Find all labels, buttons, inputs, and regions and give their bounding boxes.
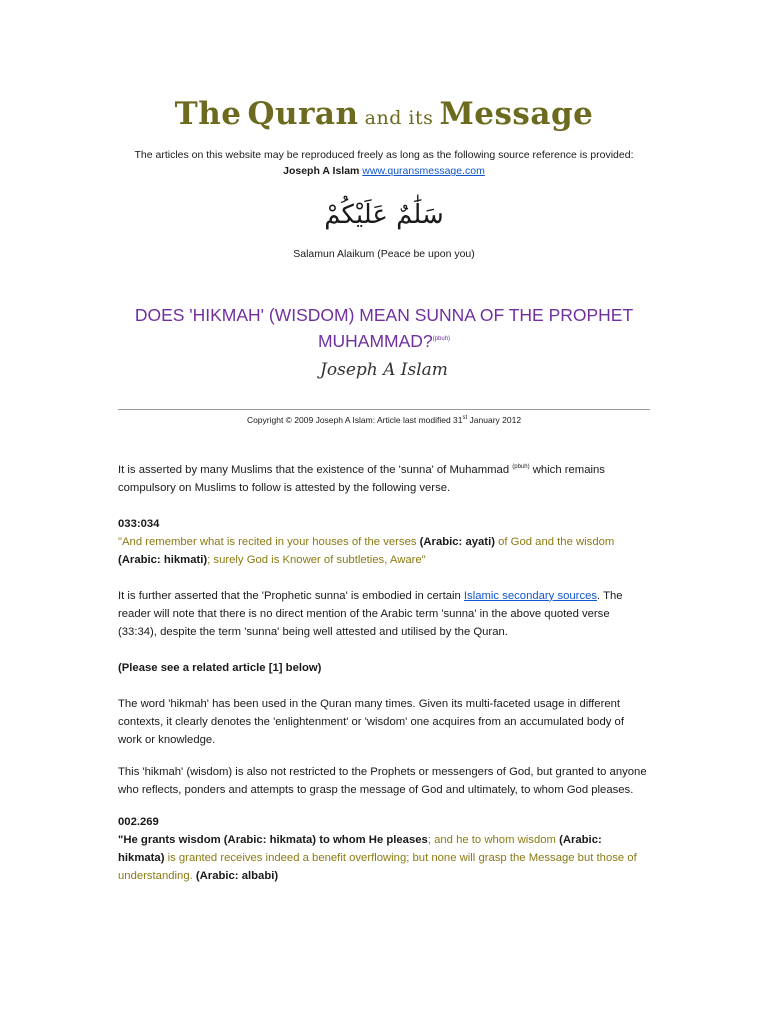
verse-2-part-b: ; and he to whom wisdom — [427, 833, 560, 846]
paragraph-5: This 'hikmah' (wisdom) is also not restricted to the Prophets or messengers of God, but granted to anyone who reflects, ponders and attempts to grasp the message of God and ultimately, to whom God pleases. — [118, 765, 647, 796]
verse-1-arabic-ayati: (Arabic: ayati) — [419, 535, 495, 548]
article-title — [120, 303, 648, 353]
verse-2-part-d: is granted receives indeed a benefit overflowing; but none will grasp the Message but those of understanding. — [118, 851, 637, 882]
title-pbuh-superscript: (pbuh) — [432, 336, 451, 342]
horizontal-rule — [118, 409, 650, 410]
notice-text: The articles on this website may be reproduced freely as long as the following source reference is provided: — [134, 149, 634, 161]
article-title-text: DOES 'HIKMAH' (WISDOM) MEAN SUNNA OF THE PROPHET MUHAMMAD? — [134, 305, 634, 351]
website-link[interactable]: www.quransmessage.com — [362, 165, 485, 177]
related-article-note: (Please see a related article [1] below) — [118, 661, 322, 674]
author-signature: Joseph A Islam — [320, 360, 448, 380]
paragraph-4: The word 'hikmah' has been used in the Quran many times. Given its multi-faceted usage in different contexts, it clearly denotes the 'enlightenment' or 'wisdom' one acquires from an accumulated body of work or knowledge. — [118, 697, 624, 746]
verse-2-arabic-hikmata: (Arabic: hikmata) — [118, 833, 602, 864]
verse-1-part-c: of God and the wisdom — [494, 535, 615, 548]
paragraph-2 — [118, 587, 650, 641]
verse-ref-033-034: 033:034 — [118, 517, 160, 530]
verse-1-part-a: "And remember what is recited in your houses of the verses — [118, 535, 420, 548]
paragraph-2-text-b: . The reader will note that there is no direct mention of the Arabic term 'sunna' in the above quoted verse (33:34), despite the term 'sunna' being well attested and utilised by the Quran. — [118, 589, 623, 638]
paragraph-2-text-a: It is further asserted that the 'Prophetic sunna' is embodied in certain — [118, 589, 464, 602]
copyright-text: Copyright © 2009 Joseph A Islam: Article last modified 31 — [246, 415, 463, 425]
copyright-date: January 2012 — [467, 415, 522, 425]
salutation-translation: Salamun Alaikum (Peace be upon you) — [293, 248, 475, 260]
masthead-word-message: Message — [439, 96, 594, 132]
article-body — [118, 458, 650, 885]
verse-ref-002-269: 002.269 — [118, 815, 159, 828]
masthead-word-quran: Quran — [247, 96, 359, 132]
verse-2-arabic-albabi: (Arabic: albabi) — [195, 869, 279, 882]
notice-author: Joseph A Islam — [283, 165, 360, 177]
masthead-word-the: The — [174, 96, 242, 132]
paragraph-1 — [118, 458, 650, 497]
verse-2-part-a: "He grants wisdom (Arabic: hikmata) to whom He pleases — [118, 833, 428, 846]
paragraph-1-pbuh: (pbuh) — [512, 464, 530, 470]
verse-1-part-e: ; surely God is Knower of subtleties, Aware" — [207, 553, 426, 566]
verse-1-arabic-hikmati: (Arabic: hikmati) — [118, 553, 208, 566]
verse-002-269 — [118, 831, 650, 885]
site-masthead — [0, 96, 768, 132]
arabic-salutation: سَلَٰمٌ عَلَيْكُمْ — [324, 200, 444, 230]
islamic-secondary-sources-link[interactable]: Islamic secondary sources — [463, 589, 598, 602]
paragraph-1-text-a: It is asserted by many Muslims that the existence of the 'sunna' of Muhammad — [118, 463, 513, 476]
verse-033-034 — [118, 533, 650, 569]
paragraph-1-text-b: which remains compulsory on Muslims to follow is attested by the following verse. — [118, 463, 605, 494]
copyright-line — [0, 415, 768, 425]
copyright-ordinal: st — [462, 415, 468, 422]
reproduction-notice — [0, 147, 768, 179]
masthead-word-and-its: and its — [364, 107, 434, 129]
